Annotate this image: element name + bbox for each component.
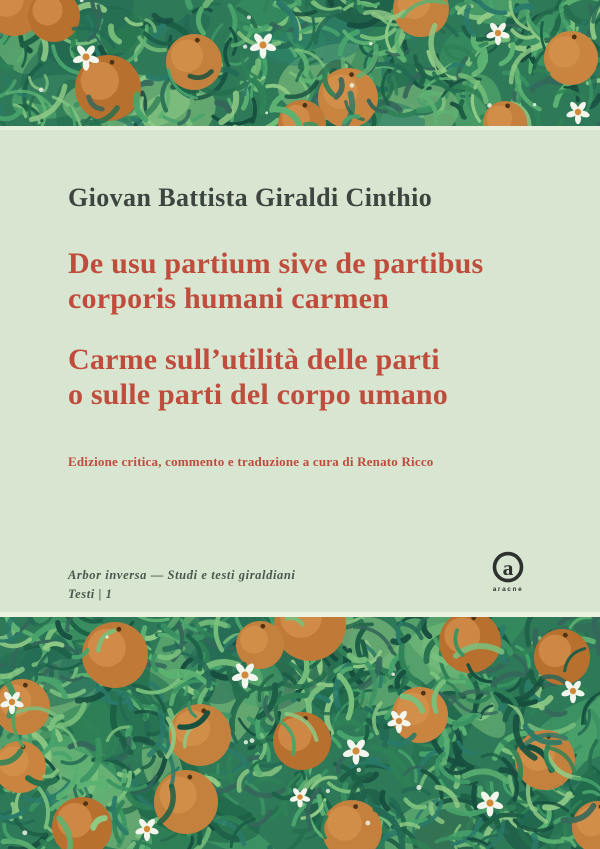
publisher-wordmark: aracne (492, 586, 524, 593)
title-italian (68, 342, 448, 412)
title-italian-line1: Carme sull’utilità delle parti (68, 343, 440, 376)
author-name: Giovan Battista Giraldi Cinthio (68, 183, 433, 212)
cover-text-panel (0, 126, 600, 617)
edition-note: Edizione critica, commento e traduzione a cura di Renato Ricco (68, 454, 434, 469)
series-number: Testi | 1 (68, 587, 113, 601)
svg-text:a: a (502, 555, 514, 580)
title-latin-line1: De usu partium sive de partibus (68, 247, 484, 280)
title-latin (68, 246, 483, 316)
series-title: Arbor inversa — Studi e testi giraldiani (68, 568, 296, 582)
publisher-logo (489, 550, 527, 593)
orange-grove-painting-top (0, 0, 600, 126)
series-info (68, 566, 296, 604)
aracne-circled-a-icon (490, 550, 526, 586)
orange-grove-painting-bottom (0, 617, 600, 849)
title-italian-line2: o sulle parti del corpo umano (68, 378, 448, 411)
title-latin-line2: corporis humani carmen (68, 282, 390, 315)
